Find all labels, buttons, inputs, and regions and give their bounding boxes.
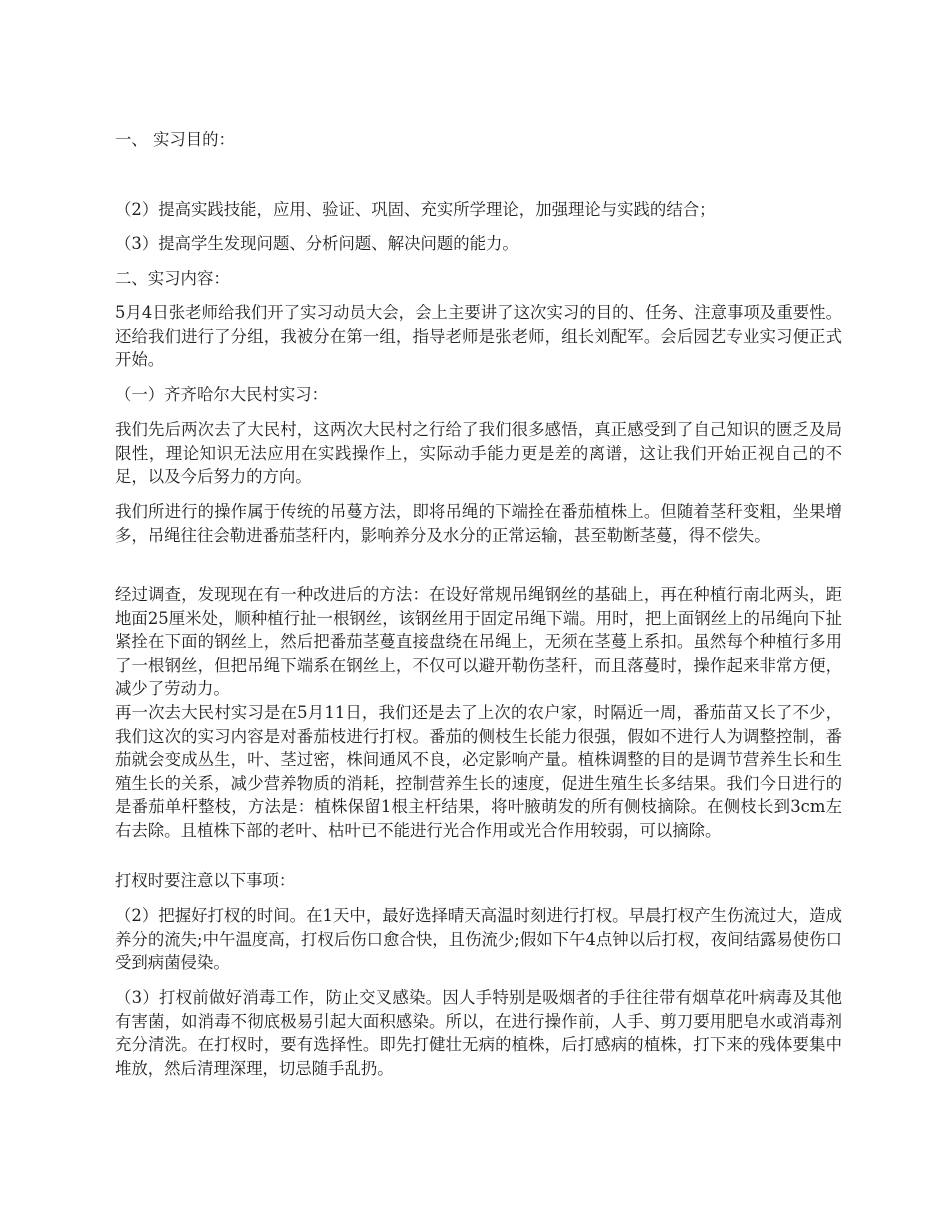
notes-heading: 打杈时要注意以下事项：: [115, 871, 296, 890]
purpose-item-3: （3）提高学生发现问题、分析问题、解决问题的能力。: [115, 234, 519, 253]
paragraph-feelings: 我们先后两次去了大民村，这两次大民村之行给了我们很多感悟，真正感受到了自己知识的匮乏及局限性，理论知识无法应用在实践操作上，实际动手能力更是差的离谱，这让我们开始正视自己的不足，以及今后努力的方向。: [115, 420, 842, 487]
note-item-3: （3）打杈前做好消毒工作，防止交叉感染。因人手特别是吸烟者的手往往带有烟草花叶病毒及其他有害菌，如消毒不彻底极易引起大面积感染。所以，在进行操作前，人手、剪刀要用肥皂水或消毒剂充分清洗。在打杈时，要有选择性。即先打健壮无病的植株，后打感病的植株，打下来的残体要集中堆放，然后清理深理，切忌随手乱扔。: [115, 988, 842, 1078]
note-item-2: （2）把握好打杈的时间。在1天中，最好选择晴天高温时刻进行打杈。早晨打杈产生伤流过大，造成养分的流失;中午温度高，打杈后伤口愈合快，且伤流少;假如下午4点钟以后打杈，夜间结露易使伤口受到病菌侵染。: [115, 906, 842, 973]
paragraph-mobilization: 5月4日张老师给我们开了实习动员大会，会上主要讲了这次实习的目的、任务、注意事项及重要性。还给我们进行了分组，我被分在第一组，指导老师是张老师，组长刘配军。会后园艺专业实习便正式开始。: [115, 303, 842, 370]
heading-purpose: 一、 实习目的：: [115, 130, 235, 149]
subheading-village: （一）齐齐哈尔大民村实习：: [115, 385, 329, 404]
purpose-item-2: （2）提高实践技能，应用、验证、巩固、充实所学理论，加强理论与实践的结合；: [115, 200, 716, 219]
paragraph-second-visit: 再一次去大民村实习是在5月11日，我们还是去了上次的农户家，时隔近一周，番茄苗又长了不少，我们这次的实习内容是对番茄枝进行打杈。番茄的侧枝生长能力很强，假如不进行人为调整控制，番茄就会变成丛生，叶、茎过密，株间通风不良，必定影响产量。植株调整的目的是调节营养生长和生殖生长的关系，减少营养物质的消耗，控制营养生长的速度，促进生殖生长多结果。我们今日进行的是番茄单杆整枝，方法是：植株保留1根主杆结果，将叶腋萌发的所有侧枝摘除。在侧枝长到3cm左右去除。且植株下部的老叶、枯叶已不能进行光合作用或光合作用较弱，可以摘除。: [115, 703, 842, 840]
heading-content: 二、实习内容：: [115, 269, 230, 288]
paragraph-improved: 经过调查，发现现在有一种改进后的方法：在设好常规吊绳钢丝的基础上，再在种植行南北两头，距地面25厘米处，顺种植行扯一根钢丝，该钢丝用于固定吊绳下端。用时，把上面钢丝上的吊绳向下扯紧拴在下面的钢丝上，然后把番茄茎蔓直接盘绕在吊绳上，无须在茎蔓上系扣。虽然每个种植行多用了一根钢丝，但把吊绳下端系在钢丝上，不仅可以避开勒伤茎秆，而且落蔓时，操作起来非常方便，减少了劳动力。: [115, 585, 842, 699]
paragraph-traditional: 我们所进行的操作属于传统的吊蔓方法，即将吊绳的下端拴在番茄植株上。但随着茎秆变粗，坐果增多，吊绳往往会勒进番茄茎秆内，影响养分及水分的正常运输，甚至勒断茎蔓，得不偿失。: [115, 502, 842, 545]
